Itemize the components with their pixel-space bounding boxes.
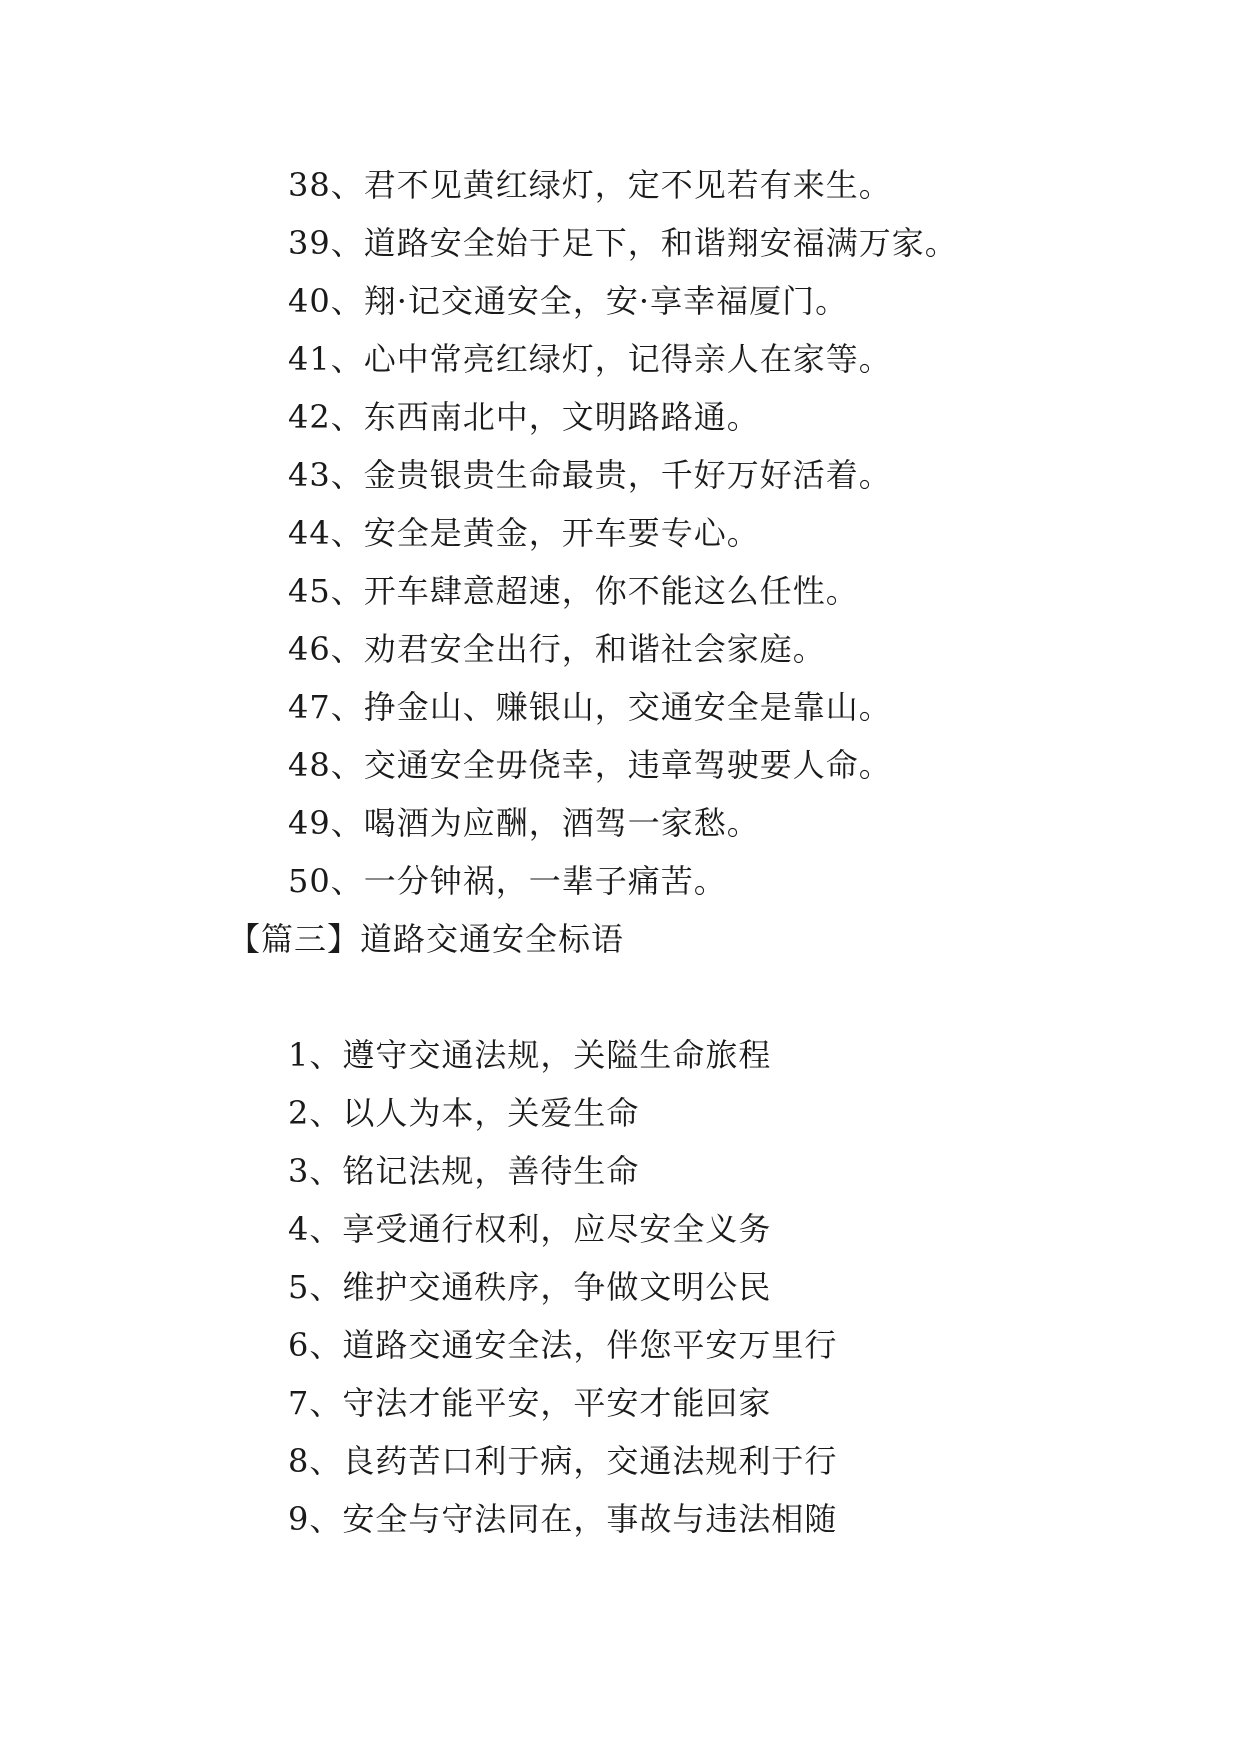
slogan-38: 38、君不见黄红绿灯，定不见若有来生。	[288, 166, 892, 204]
slogan-49: 49、喝酒为应酬，酒驾一家愁。	[288, 804, 760, 842]
slogan-46: 46、劝君安全出行，和谐社会家庭。	[288, 630, 826, 668]
slogan-7: 7、守法才能平安，平安才能回家	[288, 1384, 772, 1422]
slogan-40: 40、翔·记交通安全，安·享幸福厦门。	[288, 282, 849, 320]
slogan-1: 1、遵守交通法规，关隘生命旅程	[288, 1036, 772, 1074]
slogan-47: 47、挣金山、赚银山，交通安全是靠山。	[288, 688, 892, 726]
slogan-48: 48、交通安全毋侥幸，违章驾驶要人命。	[288, 746, 892, 784]
slogan-2: 2、以人为本，关爱生命	[288, 1094, 640, 1132]
slogan-41: 41、心中常亮红绿灯，记得亲人在家等。	[288, 340, 892, 378]
slogan-44: 44、安全是黄金，开车要专心。	[288, 514, 760, 552]
section-three-heading: 【篇三】道路交通安全标语	[228, 920, 625, 958]
slogan-42: 42、东西南北中，文明路路通。	[288, 398, 760, 436]
slogan-43: 43、金贵银贵生命最贵，千好万好活着。	[288, 456, 892, 494]
slogan-6: 6、道路交通安全法，伴您平安万里行	[288, 1326, 838, 1364]
slogan-8: 8、良药苦口利于病，交通法规利于行	[288, 1442, 838, 1480]
slogan-9: 9、安全与守法同在，事故与违法相随	[288, 1500, 838, 1538]
slogan-50: 50、一分钟祸，一辈子痛苦。	[288, 862, 727, 900]
slogan-45: 45、开车肆意超速，你不能这么任性。	[288, 572, 859, 610]
slogan-5: 5、维护交通秩序，争做文明公民	[288, 1268, 772, 1306]
slogan-39: 39、道路安全始于足下，和谐翔安福满万家。	[288, 224, 958, 262]
slogan-3: 3、铭记法规，善待生命	[288, 1152, 640, 1190]
slogan-4: 4、享受通行权利，应尽安全义务	[288, 1210, 772, 1248]
